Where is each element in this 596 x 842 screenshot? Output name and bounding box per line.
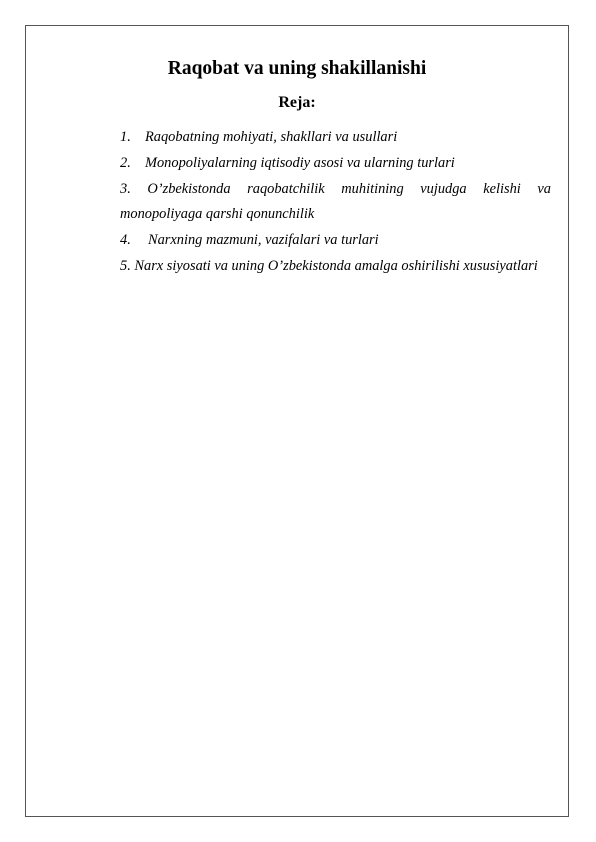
plan-item-text: Narx siyosati va uning O’zbekistonda amalga oshirilishi xususiyatlari xyxy=(134,257,538,274)
plan-item xyxy=(120,228,551,254)
document-page xyxy=(25,25,569,817)
plan-item xyxy=(120,151,551,177)
plan-item xyxy=(120,254,551,280)
plan-item-number: 3. xyxy=(120,180,131,197)
plan-item-number: 5. xyxy=(120,257,131,274)
plan-item-text: Raqobatning mohiyati, shakllari va usullari xyxy=(145,129,398,145)
plan-list xyxy=(120,125,551,280)
plan-item xyxy=(120,177,551,229)
plan-item xyxy=(120,125,551,151)
plan-item-number: 4. xyxy=(120,232,131,249)
document-title: Raqobat va uning shakillanishi xyxy=(167,58,427,79)
plan-heading: Reja: xyxy=(278,94,316,111)
plan-item-text: Narxning mazmuni, vazifalari va turlari xyxy=(148,232,379,249)
plan-item-text: Monopoliyalarning iqtisodiy asosi va ularning turlari xyxy=(145,154,455,171)
plan-item-number: 1. xyxy=(120,129,131,145)
plan-item-text: O’zbekistonda raqobatchilik muhitining vujudga kelishi va monopoliyaga qarshi qonunchilik xyxy=(120,180,551,223)
plan-item-number: 2. xyxy=(120,154,131,171)
